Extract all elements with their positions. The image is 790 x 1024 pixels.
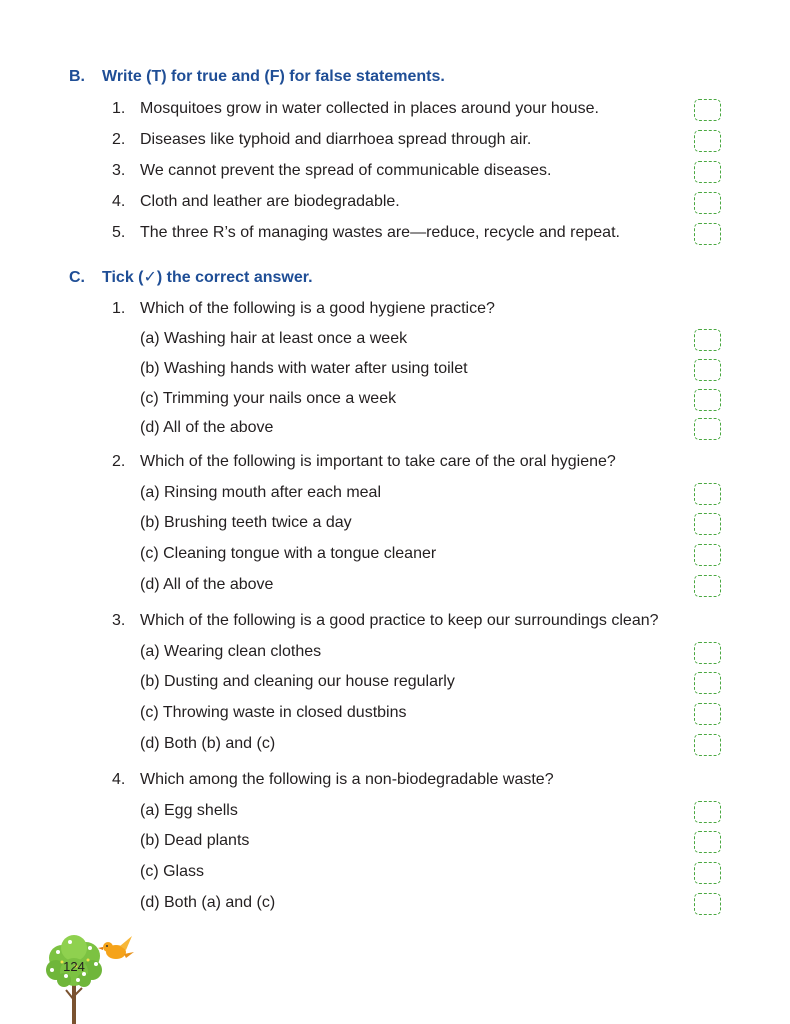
option-b: (b) Dusting and cleaning our house regularly — [140, 673, 455, 690]
item-number: 4. — [112, 771, 126, 788]
option-b: (b) Washing hands with water after using toilet — [140, 360, 468, 377]
option-b: (b) Brushing teeth twice a day — [140, 514, 352, 531]
answer-box[interactable] — [694, 192, 721, 214]
option-c: (c) Glass — [140, 863, 204, 880]
answer-box[interactable] — [694, 575, 721, 597]
item-number: 5. — [112, 224, 126, 241]
section-title: Tick (✓) the correct answer. — [102, 269, 313, 286]
item-number: 3. — [112, 612, 126, 629]
question-3 — [112, 612, 659, 630]
answer-box[interactable] — [694, 130, 721, 152]
section-c-heading — [69, 267, 313, 287]
statement-4 — [112, 193, 400, 211]
item-number: 2. — [112, 131, 126, 148]
statement-3 — [112, 162, 552, 180]
answer-box[interactable] — [694, 359, 721, 381]
option-d: (d) Both (a) and (c) — [140, 894, 276, 911]
question-text: Which of the following is a good hygiene practice? — [140, 300, 495, 317]
statement-text: The three R’s of managing wastes are—reduce, recycle and repeat. — [140, 224, 620, 241]
statement-text: Diseases like typhoid and diarrhoea spread through air. — [140, 131, 532, 148]
statement-1 — [112, 100, 599, 118]
option-a: (a) Washing hair at least once a week — [140, 330, 408, 347]
statement-text: Cloth and leather are biodegradable. — [140, 193, 400, 210]
option-d: (d) Both (b) and (c) — [140, 735, 276, 752]
statement-2 — [112, 131, 531, 149]
item-number: 3. — [112, 162, 126, 179]
statement-text: We cannot prevent the spread of communicable diseases. — [140, 162, 552, 179]
option-a: (a) Egg shells — [140, 802, 238, 819]
option-c: (c) Throwing waste in closed dustbins — [140, 704, 407, 721]
item-number: 1. — [112, 100, 126, 117]
answer-box[interactable] — [694, 389, 721, 411]
question-1 — [112, 300, 495, 318]
option-c: (c) Trimming your nails once a week — [140, 390, 397, 407]
answer-box[interactable] — [694, 329, 721, 351]
answer-box[interactable] — [694, 418, 721, 440]
question-text: Which of the following is a good practice to keep our surroundings clean? — [140, 612, 659, 629]
section-letter: C. — [69, 269, 85, 286]
option-a: (a) Rinsing mouth after each meal — [140, 484, 381, 501]
answer-box[interactable] — [694, 831, 721, 853]
tree-with-bird-icon — [40, 930, 140, 1024]
answer-box[interactable] — [694, 544, 721, 566]
answer-box[interactable] — [694, 893, 721, 915]
answer-box[interactable] — [694, 513, 721, 535]
answer-box[interactable] — [694, 161, 721, 183]
answer-box[interactable] — [694, 703, 721, 725]
statement-text: Mosquitoes grow in water collected in places around your house. — [140, 100, 599, 117]
item-number: 2. — [112, 453, 126, 470]
answer-box[interactable] — [694, 99, 721, 121]
section-letter: B. — [69, 68, 85, 85]
section-title: Write (T) for true and (F) for false statements. — [102, 68, 445, 85]
answer-box[interactable] — [694, 642, 721, 664]
question-text: Which among the following is a non-biodegradable waste? — [140, 771, 554, 788]
option-d: (d) All of the above — [140, 576, 274, 593]
section-b-heading — [69, 68, 445, 86]
question-text: Which of the following is important to take care of the oral hygiene? — [140, 453, 616, 470]
answer-box[interactable] — [694, 734, 721, 756]
item-number: 1. — [112, 300, 126, 317]
item-number: 4. — [112, 193, 126, 210]
answer-box[interactable] — [694, 223, 721, 245]
page-number: 124 — [63, 959, 85, 974]
answer-box[interactable] — [694, 801, 721, 823]
question-2 — [112, 453, 616, 471]
option-c: (c) Cleaning tongue with a tongue cleaner — [140, 545, 437, 562]
option-a: (a) Wearing clean clothes — [140, 643, 322, 660]
option-d: (d) All of the above — [140, 419, 274, 436]
statement-5 — [112, 224, 620, 242]
answer-box[interactable] — [694, 862, 721, 884]
answer-box[interactable] — [694, 672, 721, 694]
answer-box[interactable] — [694, 483, 721, 505]
option-b: (b) Dead plants — [140, 832, 250, 849]
question-4 — [112, 771, 554, 789]
